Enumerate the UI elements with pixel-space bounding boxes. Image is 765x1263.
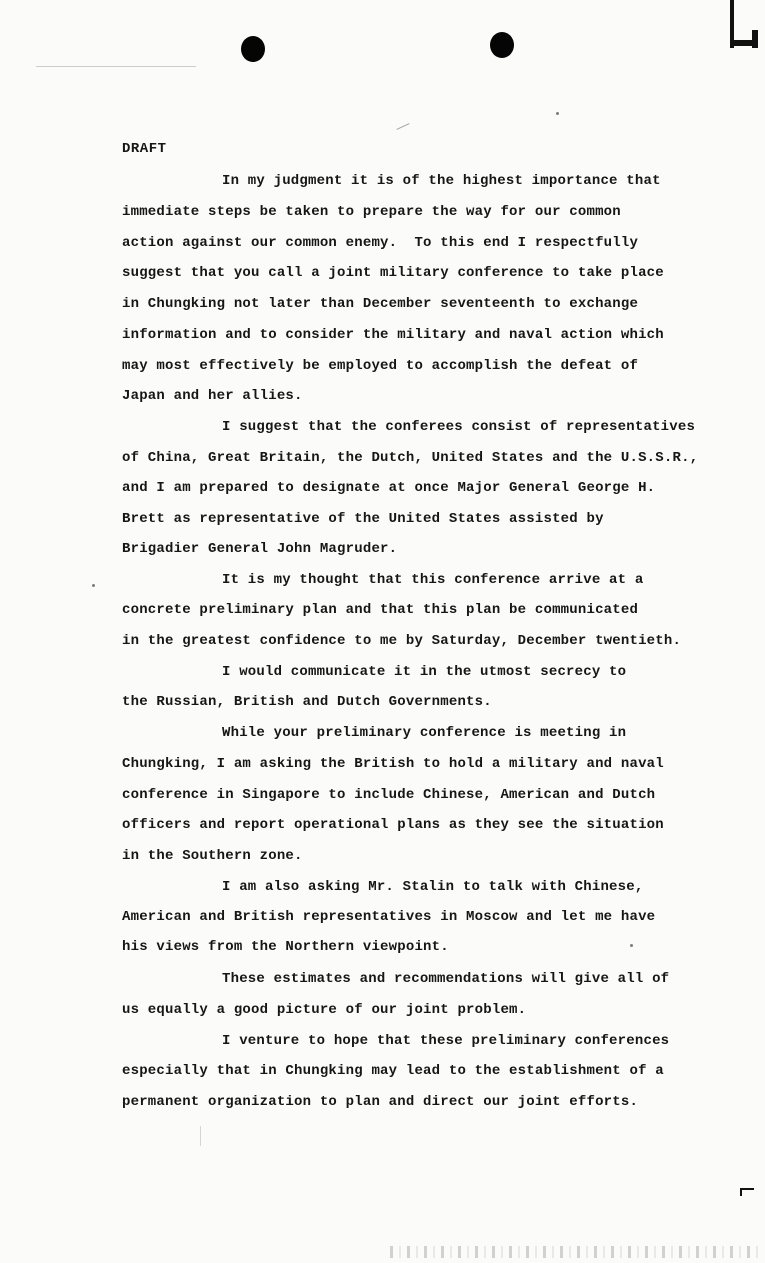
text-line: These estimates and recommendations will give all of (222, 971, 670, 987)
text-line: in the Southern zone. (122, 848, 303, 864)
text-line: information and to consider the military and naval action which (122, 327, 664, 343)
draft-heading: DRAFT (122, 141, 167, 157)
punch-hole-right (490, 32, 514, 58)
text-line: suggest that you call a joint military conference to take place (122, 265, 664, 281)
text-line: in the greatest confidence to me by Saturday, December twentieth. (122, 633, 682, 649)
text-line: I am also asking Mr. Stalin to talk with Chinese, (222, 879, 644, 895)
text-line: Chungking, I am asking the British to hold a military and naval (122, 756, 664, 772)
scan-noise (390, 1246, 760, 1258)
text-line: of China, Great Britain, the Dutch, United States and the U.S.S.R., (122, 450, 699, 466)
edge-mark (740, 1188, 754, 1190)
text-line: us equally a good picture of our joint problem. (122, 1002, 527, 1018)
text-line: his views from the Northern viewpoint. (122, 939, 449, 955)
text-line: officers and report operational plans as they see the situation (122, 817, 664, 833)
text-line: It is my thought that this conference arrive at a (222, 572, 644, 588)
text-line: I suggest that the conferees consist of representatives (222, 419, 696, 435)
text-line: action against our common enemy. To this end I respectfully (122, 235, 639, 251)
punch-hole-left (241, 36, 265, 62)
text-line: immediate steps be taken to prepare the way for our common (122, 204, 621, 220)
text-line: especially that in Chungking may lead to the establishment of a (122, 1063, 664, 1079)
scan-speck (92, 584, 95, 587)
text-line: the Russian, British and Dutch Governments. (122, 694, 492, 710)
scan-speck (630, 944, 633, 947)
text-line: I would communicate it in the utmost secrecy to (222, 664, 627, 680)
text-line: Brigadier General John Magruder. (122, 541, 398, 557)
text-line: conference in Singapore to include Chinese, American and Dutch (122, 787, 656, 803)
text-line: Brett as representative of the United States assisted by (122, 511, 604, 527)
scan-speck (556, 112, 559, 115)
text-line: and I am prepared to designate at once Major General George H. (122, 480, 656, 496)
scan-tick (396, 123, 409, 130)
scan-scratch (36, 66, 196, 67)
text-line: Japan and her allies. (122, 388, 303, 404)
text-line: American and British representatives in Moscow and let me have (122, 909, 656, 925)
text-line: In my judgment it is of the highest importance that (222, 173, 661, 189)
text-line: concrete preliminary plan and that this plan be communicated (122, 602, 639, 618)
text-line: permanent organization to plan and direct our joint efforts. (122, 1094, 639, 1110)
text-line: I venture to hope that these preliminary conferences (222, 1033, 670, 1049)
text-line: may most effectively be employed to accomplish the defeat of (122, 358, 639, 374)
text-line: in Chungking not later than December seventeenth to exchange (122, 296, 639, 312)
scan-mark (200, 1126, 201, 1146)
edge-mark (752, 30, 758, 48)
edge-mark (740, 1188, 742, 1196)
text-line: While your preliminary conference is meeting in (222, 725, 627, 741)
